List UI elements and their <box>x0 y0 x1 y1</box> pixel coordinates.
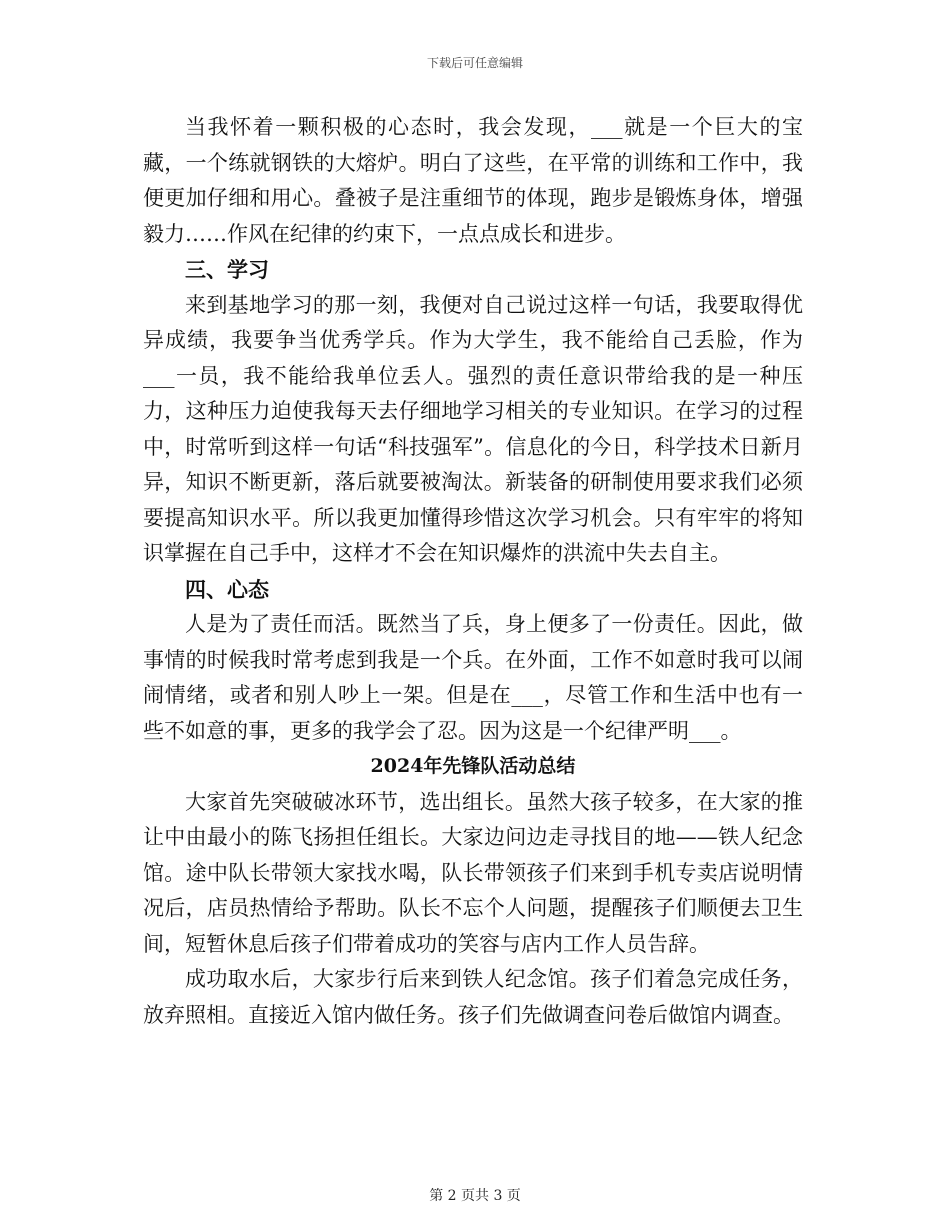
paragraph-mentality: 人是为了责任而活。既然当了兵，身上便多了一份责任。因此，做事情的时候我时常考虑到我是一个兵。在外面，工作不如意时我可以闹闹情绪，或者和别人吵上一架。但是在___，尽管工作和生活中也有一些不如意的事，更多的我学会了忍。因为这是一个纪律严明___。 <box>143 612 803 743</box>
paragraph-study: 来到基地学习的那一刻，我便对自己说过这样一句话，我要取得优异成绩，我要争当优秀学兵。作为大学生，我不能给自己丢脸，作为___一员，我不能给我单位丢人。强烈的责任意识带给我的是一种压力，这种压力迫使我每天去仔细地学习相关的专业知识。在学习的过程中，时常听到这样一句话“科技强军”。信息化的今日，科学技术日新月异，知识不断更新，落后就要被淘汰。新装备的研制使用要求我们必须要提高知识水平。所以我更加懂得珍惜这次学习机会。只有牢牢的将知识掌握在自己手中，这样才不会在知识爆炸的洪流中失去自主。 <box>143 292 803 565</box>
section-heading-study: 三、学习 <box>185 257 269 282</box>
document-body <box>143 110 803 1033</box>
document-title: 2024年先锋队活动总结 <box>370 755 576 777</box>
section-heading-mentality: 四、心态 <box>185 576 269 602</box>
page-header: 下载后可任意编辑 <box>426 56 523 70</box>
paragraph-mindset-treasure: 当我怀着一颗积极的心态时，我会发现，___就是一个巨大的宝藏，一个练就钢铁的大熔炉。明白了这些，在平常的训练和工作中，我便更加仔细和用心。叠被子是注重细节的体现，跑步是锻炼身体，增强毅力……作风在纪律的约束下，一点点成长和进步。 <box>143 115 803 246</box>
paragraph-activity-1: 大家首先突破破冰环节，选出组长。虽然大孩子较多，在大家的推让中由最小的陈飞扬担任组长。大家边问边走寻找目的地——铁人纪念馆。途中队长带领大家找水喝，队长带领孩子们来到手机专卖店说明情况后，店员热情给予帮助。队长不忘个人问题，提醒孩子们顺便去卫生间，短暂休息后孩子们带着成功的笑容与店内工作人员告辞。 <box>143 789 803 956</box>
page-footer: 第 2 页共 3 页 <box>429 1188 521 1204</box>
paragraph-activity-2: 成功取水后，大家步行后来到铁人纪念馆。孩子们着急完成任务，放弃照相。直接近入馆内做任务。孩子们先做调查问卷后做馆内调查。 <box>143 967 803 1027</box>
